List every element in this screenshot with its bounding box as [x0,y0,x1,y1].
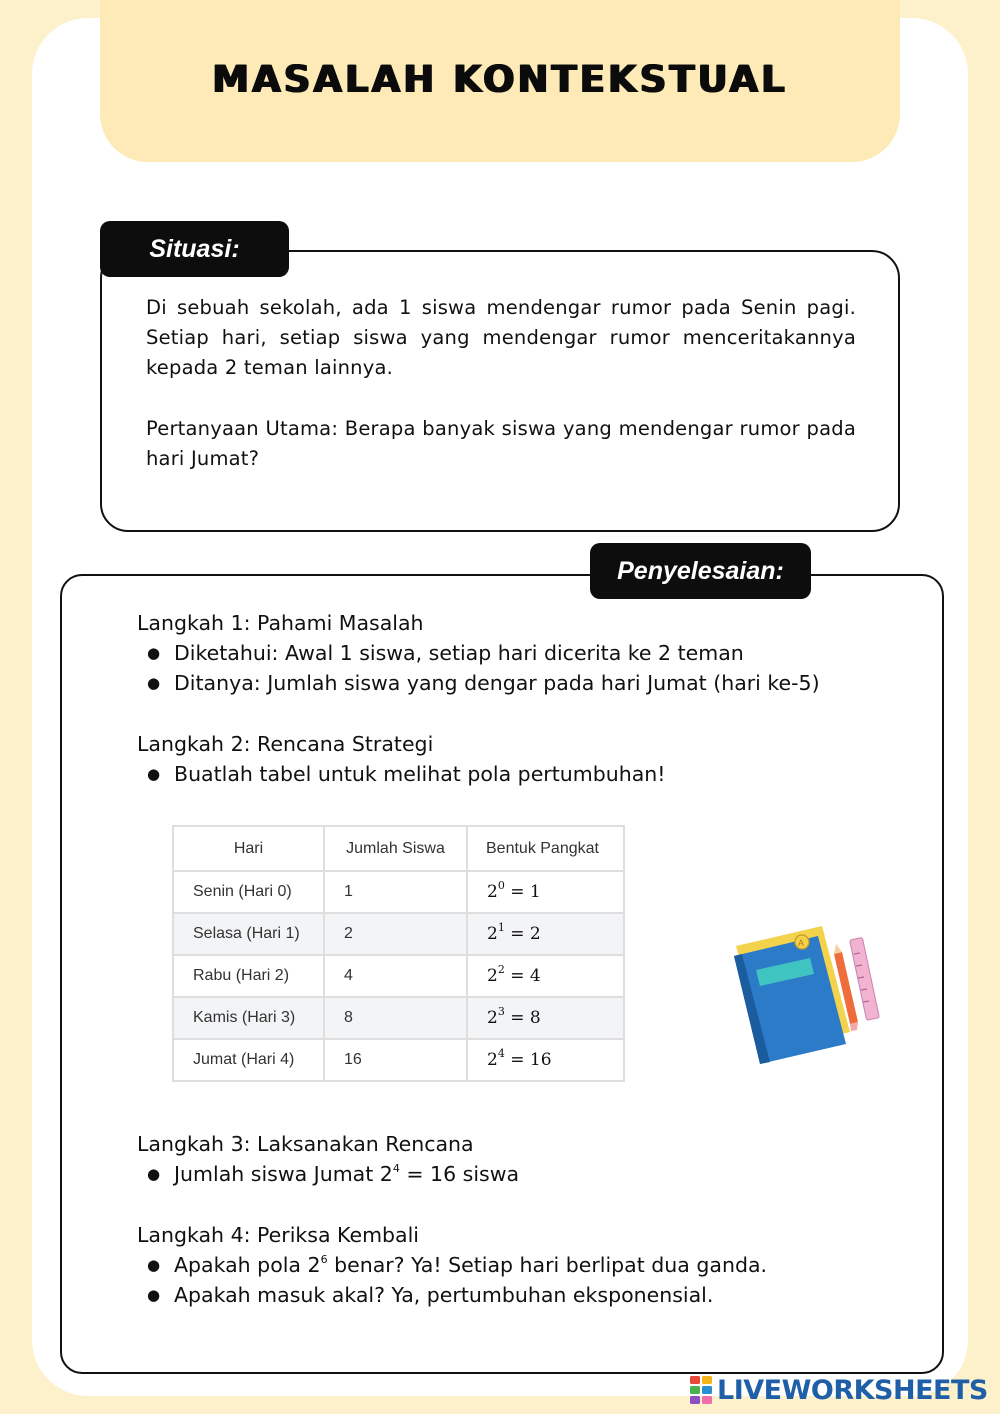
table-cell-hari: Jumat (Hari 4) [173,1039,324,1081]
liveworksheets-logo-icon [690,1376,712,1404]
svg-text:A: A [798,938,805,948]
step1-bullet-asked: ● Ditanya: Jumlah siswa yang dengar pada hari Jumat (hari ke-5) [147,668,820,698]
table-cell-jumlah: 2 [324,913,467,955]
bullet-icon: ● [147,765,161,783]
table-cell-jumlah: 1 [324,871,467,913]
table-cell-hari: Senin (Hari 0) [173,871,324,913]
table-row [173,871,624,913]
step3-heading: Langkah 3: Laksanakan Rencana [137,1132,474,1156]
table-row [173,913,624,955]
liveworksheets-brand-text: LIVEWORKSHEETS [717,1374,988,1406]
table-cell-pangkat: $2^0 = 1$ [467,871,624,913]
situasi-paragraph-2: Pertanyaan Utama: Berapa banyak siswa yang mendengar rumor pada hari Jumat? [146,417,856,470]
step4-bullet-reasonable: ● Apakah masuk akal? Ya, pertumbuhan eksponensial. [147,1280,713,1310]
table-header-jumlah: Jumlah Siswa [324,826,467,871]
table-cell-jumlah: 4 [324,955,467,997]
table-cell-hari: Rabu (Hari 2) [173,955,324,997]
table-cell-pangkat: $2^1 = 2$ [467,913,624,955]
table-header-pangkat: Bentuk Pangkat [467,826,624,871]
situasi-paragraph-1: Di sebuah sekolah, ada 1 siswa mendengar rumor pada Senin pagi. Setiap hari, setiap siswa yang mendengar rumor menceritakannya kepada 2 teman lainnya. [146,296,856,379]
bullet-icon: ● [147,1286,161,1304]
step4-bullet-pattern: ● Apakah pola $2^6$ benar? Ya! Setiap hari berlipat dua ganda. [147,1250,767,1280]
penyelesaian-label: Penyelesaian: [590,543,811,599]
table-cell-pangkat: $2^4 = 16$ [467,1039,624,1081]
table-cell-jumlah: 8 [324,997,467,1039]
step1-heading: Langkah 1: Pahami Masalah [137,611,424,635]
table-cell-jumlah: 16 [324,1039,467,1081]
table-row [173,955,624,997]
table-cell-pangkat: $2^2 = 4$ [467,955,624,997]
table-header-hari: Hari [173,826,324,871]
step3-bullet: ● Jumlah siswa Jumat $2^4 = 16$ siswa [147,1159,519,1189]
bullet-icon: ● [147,1256,161,1274]
liveworksheets-logo[interactable] [690,1372,988,1408]
bullet-icon: ● [147,644,161,662]
situasi-label: Situasi: [100,221,289,277]
table-header-row [173,826,624,871]
step1-bullet-known: ● Diketahui: Awal 1 siswa, setiap hari dicerita ke 2 teman [147,638,744,668]
bullet-icon: ● [147,674,161,692]
bullet-icon: ● [147,1165,161,1183]
book-icon [734,926,850,1064]
step4-heading: Langkah 4: Periksa Kembali [137,1223,420,1247]
books-pencil-illustration [730,920,895,1080]
step2-bullet: ● Buatlah tabel untuk melihat pola pertumbuhan! [147,759,666,789]
table-cell-pangkat: $2^3 = 8$ [467,997,624,1039]
growth-table [172,825,625,1082]
table-cell-hari: Selasa (Hari 1) [173,913,324,955]
table-cell-hari: Kamis (Hari 3) [173,997,324,1039]
step2-heading: Langkah 2: Rencana Strategi [137,732,434,756]
page-title: MASALAH KONTEKSTUAL [212,58,788,101]
table-row [173,997,624,1039]
table-row [173,1039,624,1081]
